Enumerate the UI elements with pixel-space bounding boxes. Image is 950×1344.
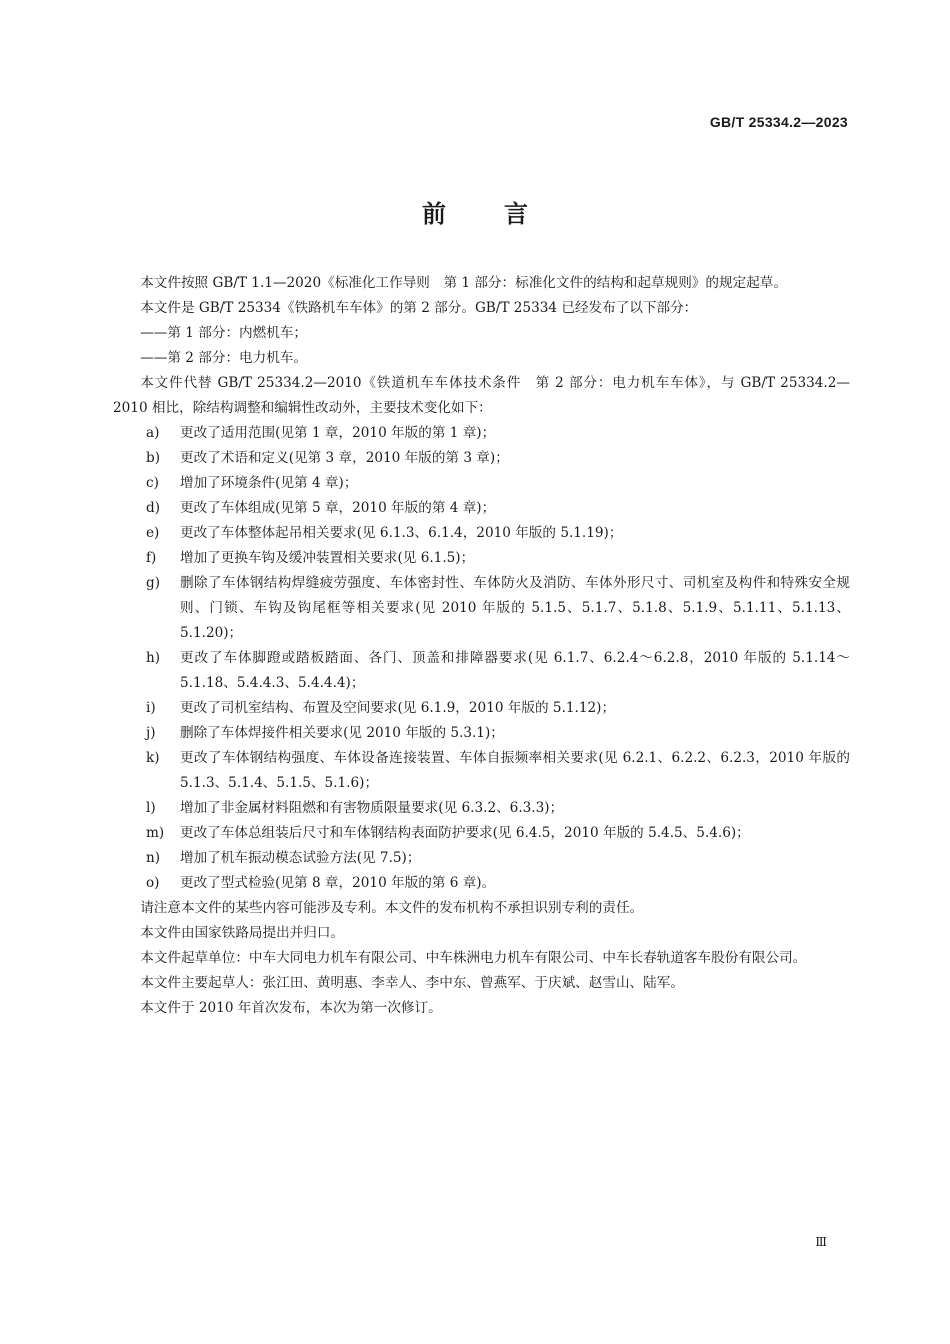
change-label: k) — [146, 750, 160, 766]
change-label: i) — [146, 700, 156, 716]
change-text: 更改了车体组成(见第 5 章，2010 年版的第 4 章)； — [180, 500, 496, 516]
change-label: o) — [146, 875, 160, 891]
change-label: b) — [146, 450, 161, 466]
change-text: 增加了更换车钩及缓冲装置相关要求(见 6.1.5)； — [180, 550, 475, 566]
change-label: f) — [146, 550, 157, 566]
change-label: e) — [146, 525, 160, 541]
part-item: ——第 1 部分：内燃机车； — [140, 325, 308, 341]
replace-paragraph: 本文件代替 GB/T 25334.2—2010《铁道机车车体技术条件 第 2 部分：电力机车车体》，与 GB/T 25334.2—2010 相比，除结构调整和编辑性改动外，主要技术变化如下： — [113, 375, 850, 416]
change-item — [113, 846, 850, 871]
change-text: 更改了司机室结构、布置及空间要求(见 6.1.9，2010 年版的 5.1.12)； — [180, 700, 616, 716]
change-item — [113, 646, 850, 696]
change-text: 更改了车体整体起吊相关要求(见 6.1.3、6.1.4，2010 年版的 5.1.19)； — [180, 525, 623, 541]
page-title — [0, 194, 950, 229]
change-text: 更改了术语和定义(见第 3 章，2010 年版的第 3 章)； — [180, 450, 509, 466]
change-item — [113, 521, 850, 546]
change-item — [113, 446, 850, 471]
change-item — [113, 421, 850, 446]
change-item — [113, 821, 850, 846]
change-text: 增加了环境条件(见第 4 章)； — [180, 475, 358, 491]
change-label: n) — [146, 850, 161, 866]
change-label: h) — [146, 650, 161, 666]
page-number: Ⅲ — [815, 1235, 827, 1249]
change-item — [113, 696, 850, 721]
change-item — [113, 546, 850, 571]
change-item — [113, 496, 850, 521]
change-item — [113, 746, 850, 796]
standard-code: GB/T 25334.2—2023 — [709, 114, 848, 130]
part-item: ——第 2 部分：电力机车。 — [140, 350, 308, 366]
change-label: l) — [146, 800, 156, 816]
change-text: 增加了非金属材料阻燃和有害物质限量要求(见 6.3.2、6.3.3)； — [180, 800, 564, 816]
intro-paragraph: 本文件是 GB/T 25334《铁路机车车体》的第 2 部分。GB/T 25334 已经发布了以下部分： — [140, 300, 698, 316]
change-item — [113, 471, 850, 496]
title-char-2: 言 — [504, 200, 528, 228]
change-label: m) — [146, 825, 165, 841]
change-text: 更改了车体总组装后尺寸和车体钢结构表面防护要求(见 6.4.5，2010 年版的 5.4.5、5.4.6)； — [180, 825, 750, 841]
patent-notice: 请注意本文件的某些内容可能涉及专利。本文件的发布机构不承担识别专利的责任。 — [140, 900, 644, 916]
change-label: g) — [146, 575, 161, 591]
change-text: 更改了车体脚蹬或踏板踏面、各门、顶盖和排障器要求(见 6.1.7、6.2.4～6.2.8，2010 年版的 5.1.14～5.1.18、5.4.4.3、5.4.4.4)； — [180, 650, 850, 691]
change-text: 更改了型式检验(见第 8 章，2010 年版的第 6 章)。 — [180, 875, 496, 891]
change-item — [113, 571, 850, 646]
change-label: a) — [146, 425, 160, 441]
change-text: 删除了车体焊接件相关要求(见 2010 年版的 5.3.1)； — [180, 725, 504, 741]
change-item — [113, 796, 850, 821]
title-char-1: 前 — [422, 200, 446, 228]
change-item — [113, 721, 850, 746]
change-text: 删除了车体钢结构焊缝疲劳强度、车体密封性、车体防火及消防、车体外形尺寸、司机室及构件和特殊安全规则、门锁、车钩及钩尾框等相关要求(见 2010 年版的 5.1.5、5.1.7、5.1.8、5.1.9、5.1.11、5.1.13、5.1.20)； — [180, 575, 850, 641]
change-text: 更改了适用范围(见第 1 章，2010 年版的第 1 章)； — [180, 425, 496, 441]
change-label: c) — [146, 475, 159, 491]
change-text: 更改了车体钢结构强度、车体设备连接装置、车体自振频率相关要求(见 6.2.1、6.2.2、6.2.3，2010 年版的 5.1.3、5.1.4、5.1.5、5.1.6)； — [180, 750, 850, 791]
intro-paragraph: 本文件按照 GB/T 1.1—2020《标准化工作导则 第 1 部分：标准化文件的结构和起草规则》的规定起草。 — [140, 275, 787, 291]
change-text: 增加了机车振动模态试验方法(见 7.5)； — [180, 850, 421, 866]
proposer-paragraph: 本文件由国家铁路局提出并归口。 — [140, 925, 345, 941]
change-item — [113, 871, 850, 896]
drafters-paragraph: 本文件主要起草人：张江田、黄明惠、李幸人、李中东、曾燕军、于庆斌、赵雪山、陆军。 — [140, 975, 684, 991]
change-label: j) — [146, 725, 156, 741]
change-label: d) — [146, 500, 161, 516]
document-body — [113, 271, 850, 1021]
drafting-units-paragraph: 本文件起草单位：中车大同电力机车有限公司、中车株洲电力机车有限公司、中车长春轨道客车股份有限公司。 — [140, 950, 807, 966]
history-paragraph: 本文件于 2010 年首次发布，本次为第一次修订。 — [140, 1000, 442, 1016]
